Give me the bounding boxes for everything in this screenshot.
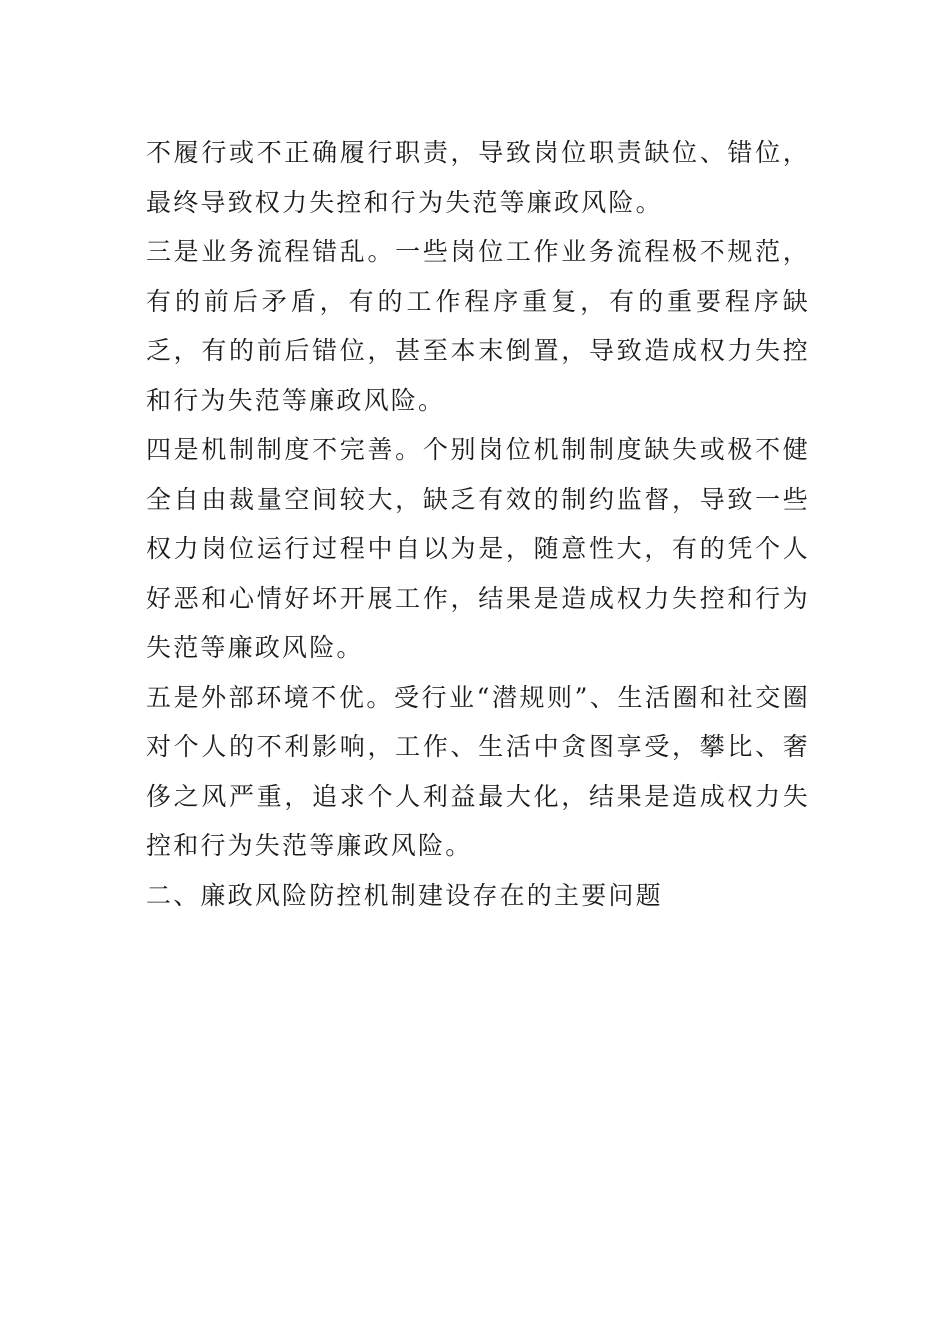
section-heading-main-problems: 二、廉政风险防控机制建设存在的主要问题 (146, 880, 663, 910)
paragraph-external-environment: 五是外部环境不优。受行业“潜规则”、生活圈和社交圈对个人的不利影响，工作、生活中贪图享受，攀比、奢侈之风严重，追求个人利益最大化，结果是造成权力失控和行为失范等廉政风险。 (146, 682, 810, 860)
paragraph-mechanism-imperfect: 四是机制制度不完善。个别岗位机制制度缺失或极不健全自由裁量空间较大，缺乏有效的制约监督，导致一些权力岗位运行过程中自以为是，随意性大，有的凭个人好恶和心情好坏开展工作，结果是造成权力失控和行为失范等廉政风险。 (146, 435, 810, 662)
paragraph-duty-continuation: 不履行或不正确履行职责，导致岗位职责缺位、错位，最终导致权力失控和行为失范等廉政风险。 (146, 138, 810, 217)
document-body (146, 128, 810, 920)
paragraph-process-disorder: 三是业务流程错乱。一些岗位工作业务流程极不规范，有的前后矛盾，有的工作程序重复，有的重要程序缺乏，有的前后错位，甚至本末倒置，导致造成权力失控和行为失范等廉政风险。 (146, 237, 810, 415)
